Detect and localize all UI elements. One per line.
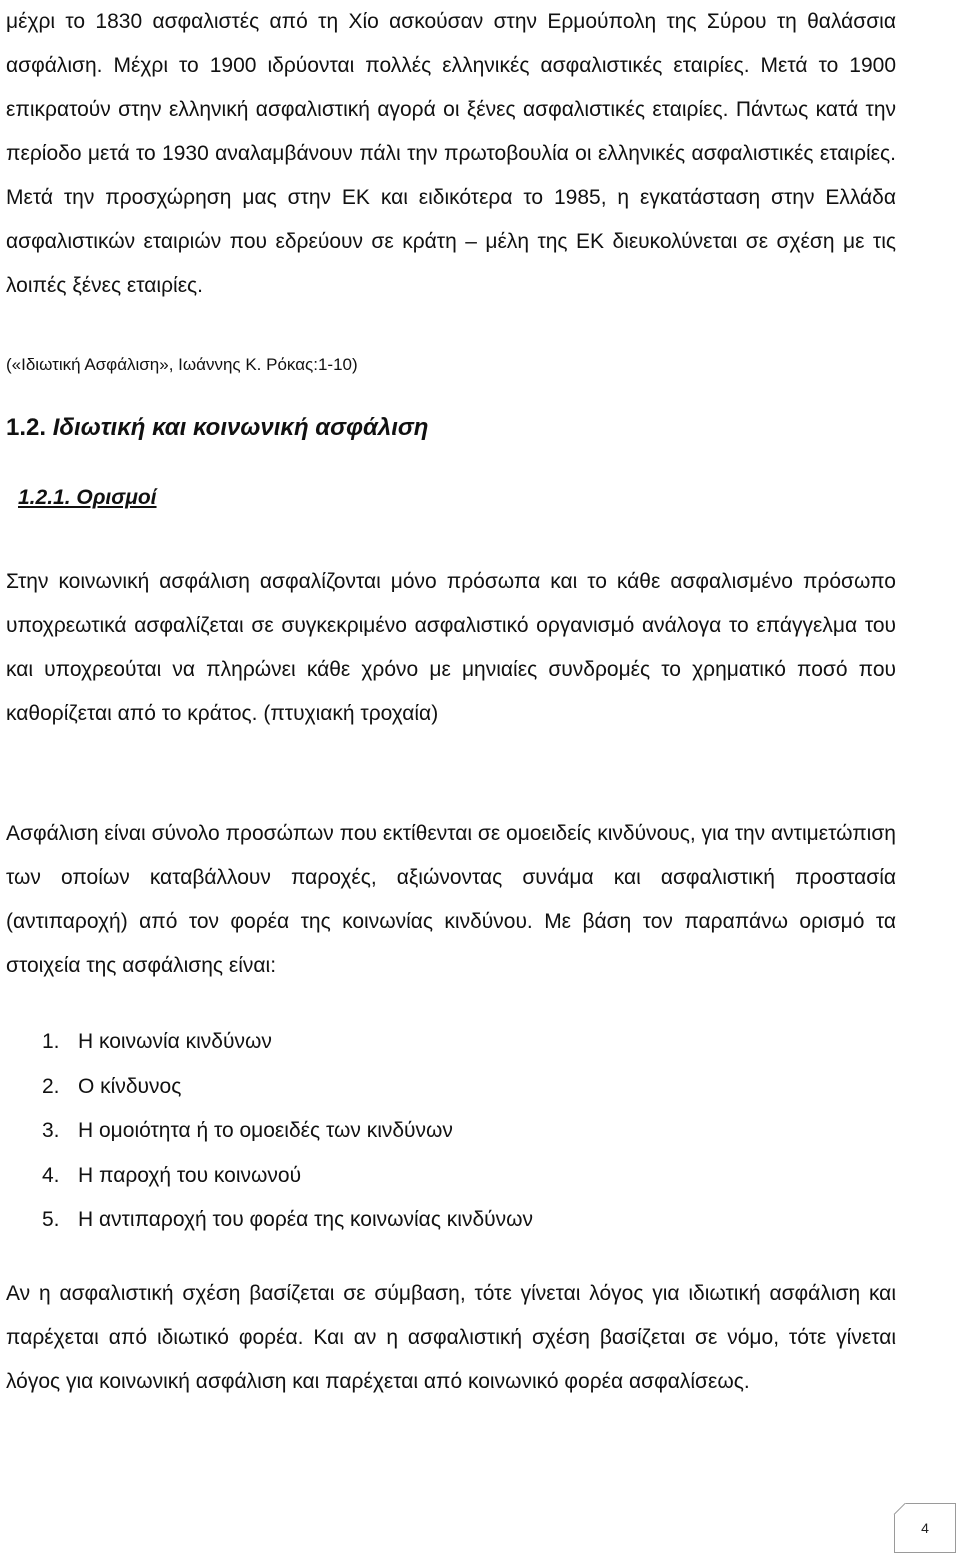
page-number-box: [894, 1503, 956, 1553]
list-item-text: Η κοινωνία κινδύνων: [78, 1030, 272, 1053]
social-insurance-paragraph: Στην κοινωνική ασφάλιση ασφαλίζονται μόνο πρόσωπα και το κάθε ασφαλισμένο πρόσωπο υποχρεωτικά ασφαλίζεται σε συγκεκριμένο ασφαλιστικό οργανισμό ανάλογα το επάγγελμα του και υποχρεούται να πληρώνει κάθε χρόνο με μηνιαίες συνδρομές το χρηματικό ποσό που καθορίζεται από το κράτος. (πτυχιακή τροχαία): [6, 570, 896, 725]
list-item-text: Η παροχή του κοινωνού: [78, 1163, 302, 1187]
section-heading: [6, 406, 428, 450]
definition-paragraph: Ασφάλιση είναι σύνολο προσώπων που εκτίθενται σε ομοειδείς κινδύνους, για την αντιμετώπιση των οποίων καταβάλλουν παροχές, αξιώνοντας συνάμα και ασφαλιστική προστασία (αντιπαροχή) από τον φορέα της κοινωνίας κινδύνου. Με βάση τον παραπάνω ορισμό τα στοιχεία της ασφάλισης είναι:: [6, 822, 896, 977]
list-item-number: 4.: [42, 1163, 60, 1187]
list-item: [42, 1154, 533, 1199]
section-number: 1.2.: [6, 414, 47, 441]
list-item-text: Ο κίνδυνος: [78, 1074, 182, 1098]
list-item: [42, 1065, 533, 1110]
list-item-text: Η αντιπαροχή του φορέα της κοινωνίας κινδύνων: [78, 1208, 534, 1231]
list-item-number: 2.: [42, 1074, 60, 1098]
page-number: 4: [921, 1520, 929, 1536]
list-item: [42, 1198, 533, 1243]
private-vs-social-paragraph: Αν η ασφαλιστική σχέση βασίζεται σε σύμβαση, τότε γίνεται λόγος για ιδιωτική ασφάλιση και παρέχεται από ιδιωτικό φορέα. Και αν η ασφαλιστική σχέση βασίζεται σε νόμο, τότε γίνεται λόγος για κοινωνική ασφάλιση και παρέχεται από κοινωνικό φορέα ασφαλίσεως.: [6, 1282, 896, 1393]
subsection-heading: 1.2.1. Ορισμοί: [18, 486, 157, 509]
list-item-number: 5.: [42, 1208, 60, 1231]
insurance-elements-list: [42, 1020, 533, 1243]
list-item-text: Η ομοιότητα ή το ομοειδές των κινδύνων: [78, 1119, 453, 1142]
list-item-number: 1.: [42, 1030, 60, 1053]
section-title: Ιδιωτική και κοινωνική ασφάλιση: [52, 414, 429, 441]
list-item: [42, 1109, 533, 1154]
list-item-number: 3.: [42, 1119, 60, 1142]
history-paragraph: μέχρι το 1830 ασφαλιστές από τη Χίο ασκούσαν στην Ερμούπολη της Σύρου τη θαλάσσια ασφάλιση. Μέχρι το 1900 ιδρύονται πολλές ελληνικές ασφαλιστικές εταιρίες. Μετά το 1900 επικρατούν στην ελληνική ασφαλιστική αγορά οι ξένες ασφαλιστικές εταιρίες. Πάντως κατά την περίοδο μετά το 1930 αναλαμβάνουν πάλι την πρωτοβουλία οι ελληνικές ασφαλιστικές εταιρίες. Μετά την προσχώρηση μας στην ΕΚ και ειδικότερα το 1985, η εγκατάσταση στην Ελλάδα ασφαλιστικών εταιριών που εδρεύουν σε κράτη – μέλη της ΕΚ διευκολύνεται σε σχέση με τις λοιπές ξένες εταιρίες.: [6, 10, 896, 297]
list-item: [42, 1020, 533, 1065]
citation: («Ιδιωτική Ασφάλιση», Ιωάννης Κ. Ρόκας:1-10): [6, 355, 358, 374]
